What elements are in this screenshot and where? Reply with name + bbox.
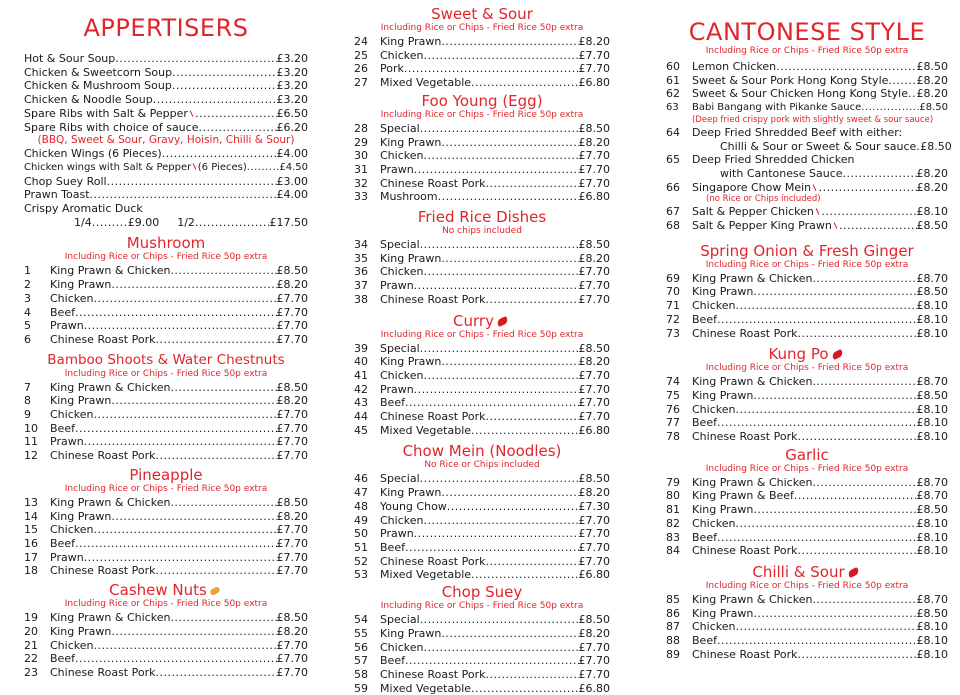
menu-item: 2 King Prawn ..... £8.20 xyxy=(24,278,308,292)
menu-item: 37 Prawn ..... £7.70 xyxy=(354,279,610,293)
section-title: Bamboo Shoots & Water Chestnuts xyxy=(47,351,285,368)
menu-item: 81 King Prawn ..... £8.50 xyxy=(666,503,948,517)
section-subtitle: Including Rice or Chips - Fried Rice 50p extra xyxy=(705,580,909,591)
menu-item: 35 King Prawn ..... £8.20 xyxy=(354,252,610,266)
section-fried-rice xyxy=(354,209,610,307)
menu-item: Chicken & Noodle Soup ..... £3.20 xyxy=(24,93,308,107)
menu-item: 87 Chicken ..... £8.10 xyxy=(666,620,948,634)
menu-item: 59 Mixed Vegetable ..... £6.80 xyxy=(354,682,610,695)
chilli-icon xyxy=(847,567,860,578)
menu-item: 63 Babi Bangang with Pikanke Sauce ..... £8.50 xyxy=(666,101,948,115)
appetisers-title: APPERTISERS xyxy=(83,14,249,42)
menu-item: 60 Lemon Chicken ..... £8.50 xyxy=(666,60,948,74)
item-note: (no Rice or Chips included) xyxy=(706,194,821,205)
menu-item: 58 Chinese Roast Pork ..... £7.70 xyxy=(354,668,610,682)
menu-item: 11 Prawn ..... £7.70 xyxy=(24,435,308,449)
menu-item: Spare Ribs with Salt & Pepper ..... £6.50 xyxy=(24,107,308,121)
menu-item: 54 Special ..... £8.50 xyxy=(354,613,610,627)
menu-item: 62 Sweet & Sour Chicken Hong Kong Style ..... £8.20 xyxy=(666,87,948,101)
menu-item: 88 Beef ..... £8.10 xyxy=(666,634,948,648)
menu-item: 36 Chicken ..... £7.70 xyxy=(354,265,610,279)
menu-item: 79 King Prawn & Chicken ..... £8.70 xyxy=(666,476,948,490)
menu-item: 31 Prawn ..... £7.70 xyxy=(354,163,610,177)
menu-item: 17 Prawn ..... £7.70 xyxy=(24,551,308,565)
menu-item: 6 Chinese Roast Pork ..... £7.70 xyxy=(24,333,308,347)
section-garlic xyxy=(666,447,948,558)
section-cashew-nuts xyxy=(24,582,308,680)
section-foo-young xyxy=(354,93,610,204)
section-subtitle: Including Rice or Chips - Fried Rice 50p extra xyxy=(380,329,584,340)
menu-item: Prawn Toast ..... £4.00 xyxy=(24,188,308,202)
menu-item: Chicken wings with Salt & Pepper (6 Pieces) ..... £4.50 xyxy=(24,161,308,175)
chilli-icon xyxy=(831,349,844,360)
chilli-icon xyxy=(496,316,509,327)
section-kung-po xyxy=(666,346,948,444)
ribs-sauce-note: (BBQ, Sweet & Sour, Gravy, Hoisin, Chilli & Sour) xyxy=(37,134,295,147)
menu-item: 52 Chinese Roast Pork ..... £7.70 xyxy=(354,555,610,569)
menu-item: 3 Chicken ..... £7.70 xyxy=(24,292,308,306)
menu-item: 29 King Prawn ..... £8.20 xyxy=(354,136,610,150)
section-title: Chilli & Sour xyxy=(666,564,948,581)
menu-item: 49 Chicken ..... £7.70 xyxy=(354,514,610,528)
menu-item: 27 Mixed Vegetable ..... £6.80 xyxy=(354,76,610,90)
section-subtitle: Including Rice or Chips - Fried Rice 50p extra xyxy=(705,259,909,270)
menu-item: 9 Chicken ..... £7.70 xyxy=(24,408,308,422)
menu-item: 57 Beef ..... £7.70 xyxy=(354,654,610,668)
section-subtitle: Including Rice or Chips - Fried Rice 50p extra xyxy=(705,46,909,56)
menu-item: 73 Chinese Roast Pork ..... £8.10 xyxy=(666,327,948,341)
menu-item: 21 Chicken ..... £7.70 xyxy=(24,639,308,653)
section-subtitle: Including Rice or Chips - Fried Rice 50p extra xyxy=(705,463,909,474)
menu-item: Chicken & Sweetcorn Soup ..... £3.20 xyxy=(24,66,308,80)
menu-item: 19 King Prawn & Chicken ..... £8.50 xyxy=(24,611,308,625)
menu-item: 47 King Prawn ..... £8.20 xyxy=(354,486,610,500)
menu-item: 15 Chicken ..... £7.70 xyxy=(24,523,308,537)
menu-item: 20 King Prawn ..... £8.20 xyxy=(24,625,308,639)
section-subtitle: Including Rice or Chips - Fried Rice 50p extra xyxy=(380,601,584,612)
menu-item: 25 Chicken ..... £7.70 xyxy=(354,49,610,63)
menu-item-line2: with Cantonese Sauce ..... £8.20 xyxy=(666,167,948,181)
section-title: Garlic xyxy=(785,445,829,464)
section-curry xyxy=(354,313,610,438)
chilli-icon xyxy=(193,163,196,170)
menu-item: 82 Chicken ..... £8.10 xyxy=(666,517,948,531)
menu-item: 7 King Prawn & Chicken ..... £8.50 xyxy=(24,381,308,395)
menu-item: 86 King Prawn ..... £8.50 xyxy=(666,607,948,621)
section-title: Spring Onion & Fresh Ginger xyxy=(700,241,914,260)
menu-column-2 xyxy=(354,0,610,695)
menu-item: 44 Chinese Roast Pork ..... £7.70 xyxy=(354,410,610,424)
menu-item: 68 Salt & Pepper King Prawn ..... £8.50 xyxy=(666,219,948,233)
section-subtitle: Including Rice or Chips - Fried Rice 50p extra xyxy=(64,599,268,610)
menu-item: 83 Beef ..... £8.10 xyxy=(666,531,948,545)
section-chow-mein xyxy=(354,443,610,582)
menu-item: 69 King Prawn & Chicken ..... £8.70 xyxy=(666,272,948,286)
menu-item: 65 Deep Fried Shredded Chicken xyxy=(666,153,855,167)
menu-item: 8 King Prawn ..... £8.20 xyxy=(24,394,308,408)
menu-item: 66 Singapore Chow Mein ..... £8.20 xyxy=(666,181,948,195)
menu-item: 45 Mixed Vegetable ..... £6.80 xyxy=(354,424,610,438)
section-title: Cashew Nuts xyxy=(24,582,308,599)
menu-item: 4 Beef ..... £7.70 xyxy=(24,306,308,320)
menu-item: 51 Beef ..... £7.70 xyxy=(354,541,610,555)
menu-item: 14 King Prawn ..... £8.20 xyxy=(24,510,308,524)
menu-item: 76 Chicken ..... £8.10 xyxy=(666,403,948,417)
menu-item: 10 Beef ..... £7.70 xyxy=(24,422,308,436)
menu-item: 41 Chicken ..... £7.70 xyxy=(354,369,610,383)
menu-item: 18 Chinese Roast Pork ..... £7.70 xyxy=(24,564,308,578)
item-note: (Deep fried crispy pork with slightly sweet & sour sauce) xyxy=(692,114,934,125)
duck-name: Crispy Aromatic Duck xyxy=(24,202,143,216)
menu-item: 42 Prawn ..... £7.70 xyxy=(354,383,610,397)
menu-item: 53 Mixed Vegetable ..... £6.80 xyxy=(354,568,610,582)
duck-prices: 1/4 ..... £9.00 1/2 ..... £17.50 xyxy=(24,216,308,230)
menu-column-3 xyxy=(666,0,952,662)
section-title: Pineapple xyxy=(129,465,203,484)
menu-item: 23 Chinese Roast Pork ..... £7.70 xyxy=(24,666,308,680)
menu-item: 1 King Prawn & Chicken ..... £8.50 xyxy=(24,264,308,278)
menu-item: 77 Beef ..... £8.10 xyxy=(666,416,948,430)
menu-item: 39 Special ..... £8.50 xyxy=(354,342,610,356)
menu-item-line2: Chilli & Sour or Sweet & Sour sauce ..... £8.50 xyxy=(666,140,948,154)
section-chop-suey xyxy=(354,584,610,695)
menu-item: 74 King Prawn & Chicken ..... £8.70 xyxy=(666,375,948,389)
menu-item: Chicken & Mushroom Soup ..... £3.20 xyxy=(24,79,308,93)
section-spring-onion-ginger xyxy=(666,243,948,341)
cashew-nut-icon xyxy=(209,585,221,595)
section-sweet-sour xyxy=(354,6,610,90)
menu-item: 78 Chinese Roast Pork ..... £8.10 xyxy=(666,430,948,444)
menu-item: 50 Prawn ..... £7.70 xyxy=(354,527,610,541)
chilli-icon xyxy=(813,184,817,191)
menu-item: 71 Chicken ..... £8.10 xyxy=(666,299,948,313)
menu-column-1 xyxy=(24,0,308,680)
section-cantonese-style xyxy=(666,18,952,233)
menu-item: 55 King Prawn ..... £8.20 xyxy=(354,627,610,641)
menu-item: Chicken Wings (6 Pieces) ..... £4.00 xyxy=(24,147,308,161)
menu-item: 34 Special ..... £8.50 xyxy=(354,238,610,252)
menu-item: 12 Chinese Roast Pork ..... £7.70 xyxy=(24,449,308,463)
menu-item: 43 Beef ..... £7.70 xyxy=(354,396,610,410)
menu-item: 38 Chinese Roast Pork ..... £7.70 xyxy=(354,293,610,307)
menu-item: 89 Chinese Roast Pork ..... £8.10 xyxy=(666,648,948,662)
menu-item: 30 Chicken ..... £7.70 xyxy=(354,149,610,163)
section-subtitle: Including Rice or Chips - Fried Rice 50p extra xyxy=(64,368,268,379)
section-title: Kung Po xyxy=(666,346,948,363)
menu-item: 67 Salt & Pepper Chicken ..... £8.10 xyxy=(666,205,948,219)
menu-item: 72 Beef ..... £8.10 xyxy=(666,313,948,327)
menu-item: 80 King Prawn & Beef ..... £8.70 xyxy=(666,489,948,503)
menu-item: 85 King Prawn & Chicken ..... £8.70 xyxy=(666,593,948,607)
section-subtitle: Including Rice or Chips - Fried Rice 50p extra xyxy=(380,109,584,120)
section-subtitle: No Rice or Chips included xyxy=(424,460,540,471)
section-subtitle: No chips included xyxy=(442,226,522,237)
menu-item: 28 Special ..... £8.50 xyxy=(354,122,610,136)
section-mushroom xyxy=(24,235,308,346)
menu-item: 70 King Prawn ..... £8.50 xyxy=(666,285,948,299)
menu-item: 40 King Prawn ..... £8.20 xyxy=(354,355,610,369)
menu-item: 5 Prawn ..... £7.70 xyxy=(24,319,308,333)
menu-item: 22 Beef ..... £7.70 xyxy=(24,652,308,666)
menu-item: 75 King Prawn ..... £8.50 xyxy=(666,389,948,403)
section-pineapple xyxy=(24,467,308,578)
menu-item: 33 Mushroom ..... £6.80 xyxy=(354,190,610,204)
section-subtitle: Including Rice or Chips - Fried Rice 50p extra xyxy=(705,363,909,374)
menu-item: Spare Ribs with choice of sauce ..... £6.20 xyxy=(24,121,308,135)
menu-item: 46 Special ..... £8.50 xyxy=(354,472,610,486)
section-title: Sweet & Sour xyxy=(431,5,533,23)
menu-item: 24 King Prawn ..... £8.20 xyxy=(354,35,610,49)
section-title: Chop Suey xyxy=(441,583,523,602)
section-title: CANTONESE STYLE xyxy=(688,18,926,46)
appetisers-list xyxy=(24,52,308,229)
chilli-icon xyxy=(190,110,194,117)
section-subtitle: Including Rice or Chips - Fried Rice 50p extra xyxy=(64,252,268,263)
menu-item: 56 Chicken ..... £7.70 xyxy=(354,641,610,655)
menu-item: 61 Sweet & Sour Pork Hong Kong Style ..... £8.20 xyxy=(666,74,948,88)
menu-item: Hot & Sour Soup ..... £3.20 xyxy=(24,52,308,66)
menu-item: 13 King Prawn & Chicken ..... £8.50 xyxy=(24,496,308,510)
menu-item: 26 Pork ..... £7.70 xyxy=(354,62,610,76)
menu-item: 48 Young Chow ..... £7.30 xyxy=(354,500,610,514)
section-bamboo-shoots xyxy=(24,352,308,463)
section-title: Mushroom xyxy=(126,234,206,253)
section-subtitle: Including Rice or Chips - Fried Rice 50p extra xyxy=(64,483,268,494)
chilli-icon xyxy=(815,208,819,215)
menu-item: 16 Beef ..... £7.70 xyxy=(24,537,308,551)
menu-item: 32 Chinese Roast Pork ..... £7.70 xyxy=(354,177,610,191)
section-title: Curry xyxy=(354,313,610,330)
section-title: Foo Young (Egg) xyxy=(421,91,543,110)
menu-item: 84 Chinese Roast Pork ..... £8.10 xyxy=(666,544,948,558)
section-subtitle: Including Rice or Chips - Fried Rice 50p extra xyxy=(380,23,584,33)
menu-item: Chop Suey Roll ..... £3.00 xyxy=(24,175,308,189)
menu-item: 64 Deep Fried Shredded Beef with either: xyxy=(666,125,903,139)
section-title: Chow Mein (Noodles) xyxy=(402,442,562,461)
section-title: Fried Rice Dishes xyxy=(417,208,547,227)
section-chilli-sour xyxy=(666,564,948,662)
chilli-icon xyxy=(833,222,837,229)
